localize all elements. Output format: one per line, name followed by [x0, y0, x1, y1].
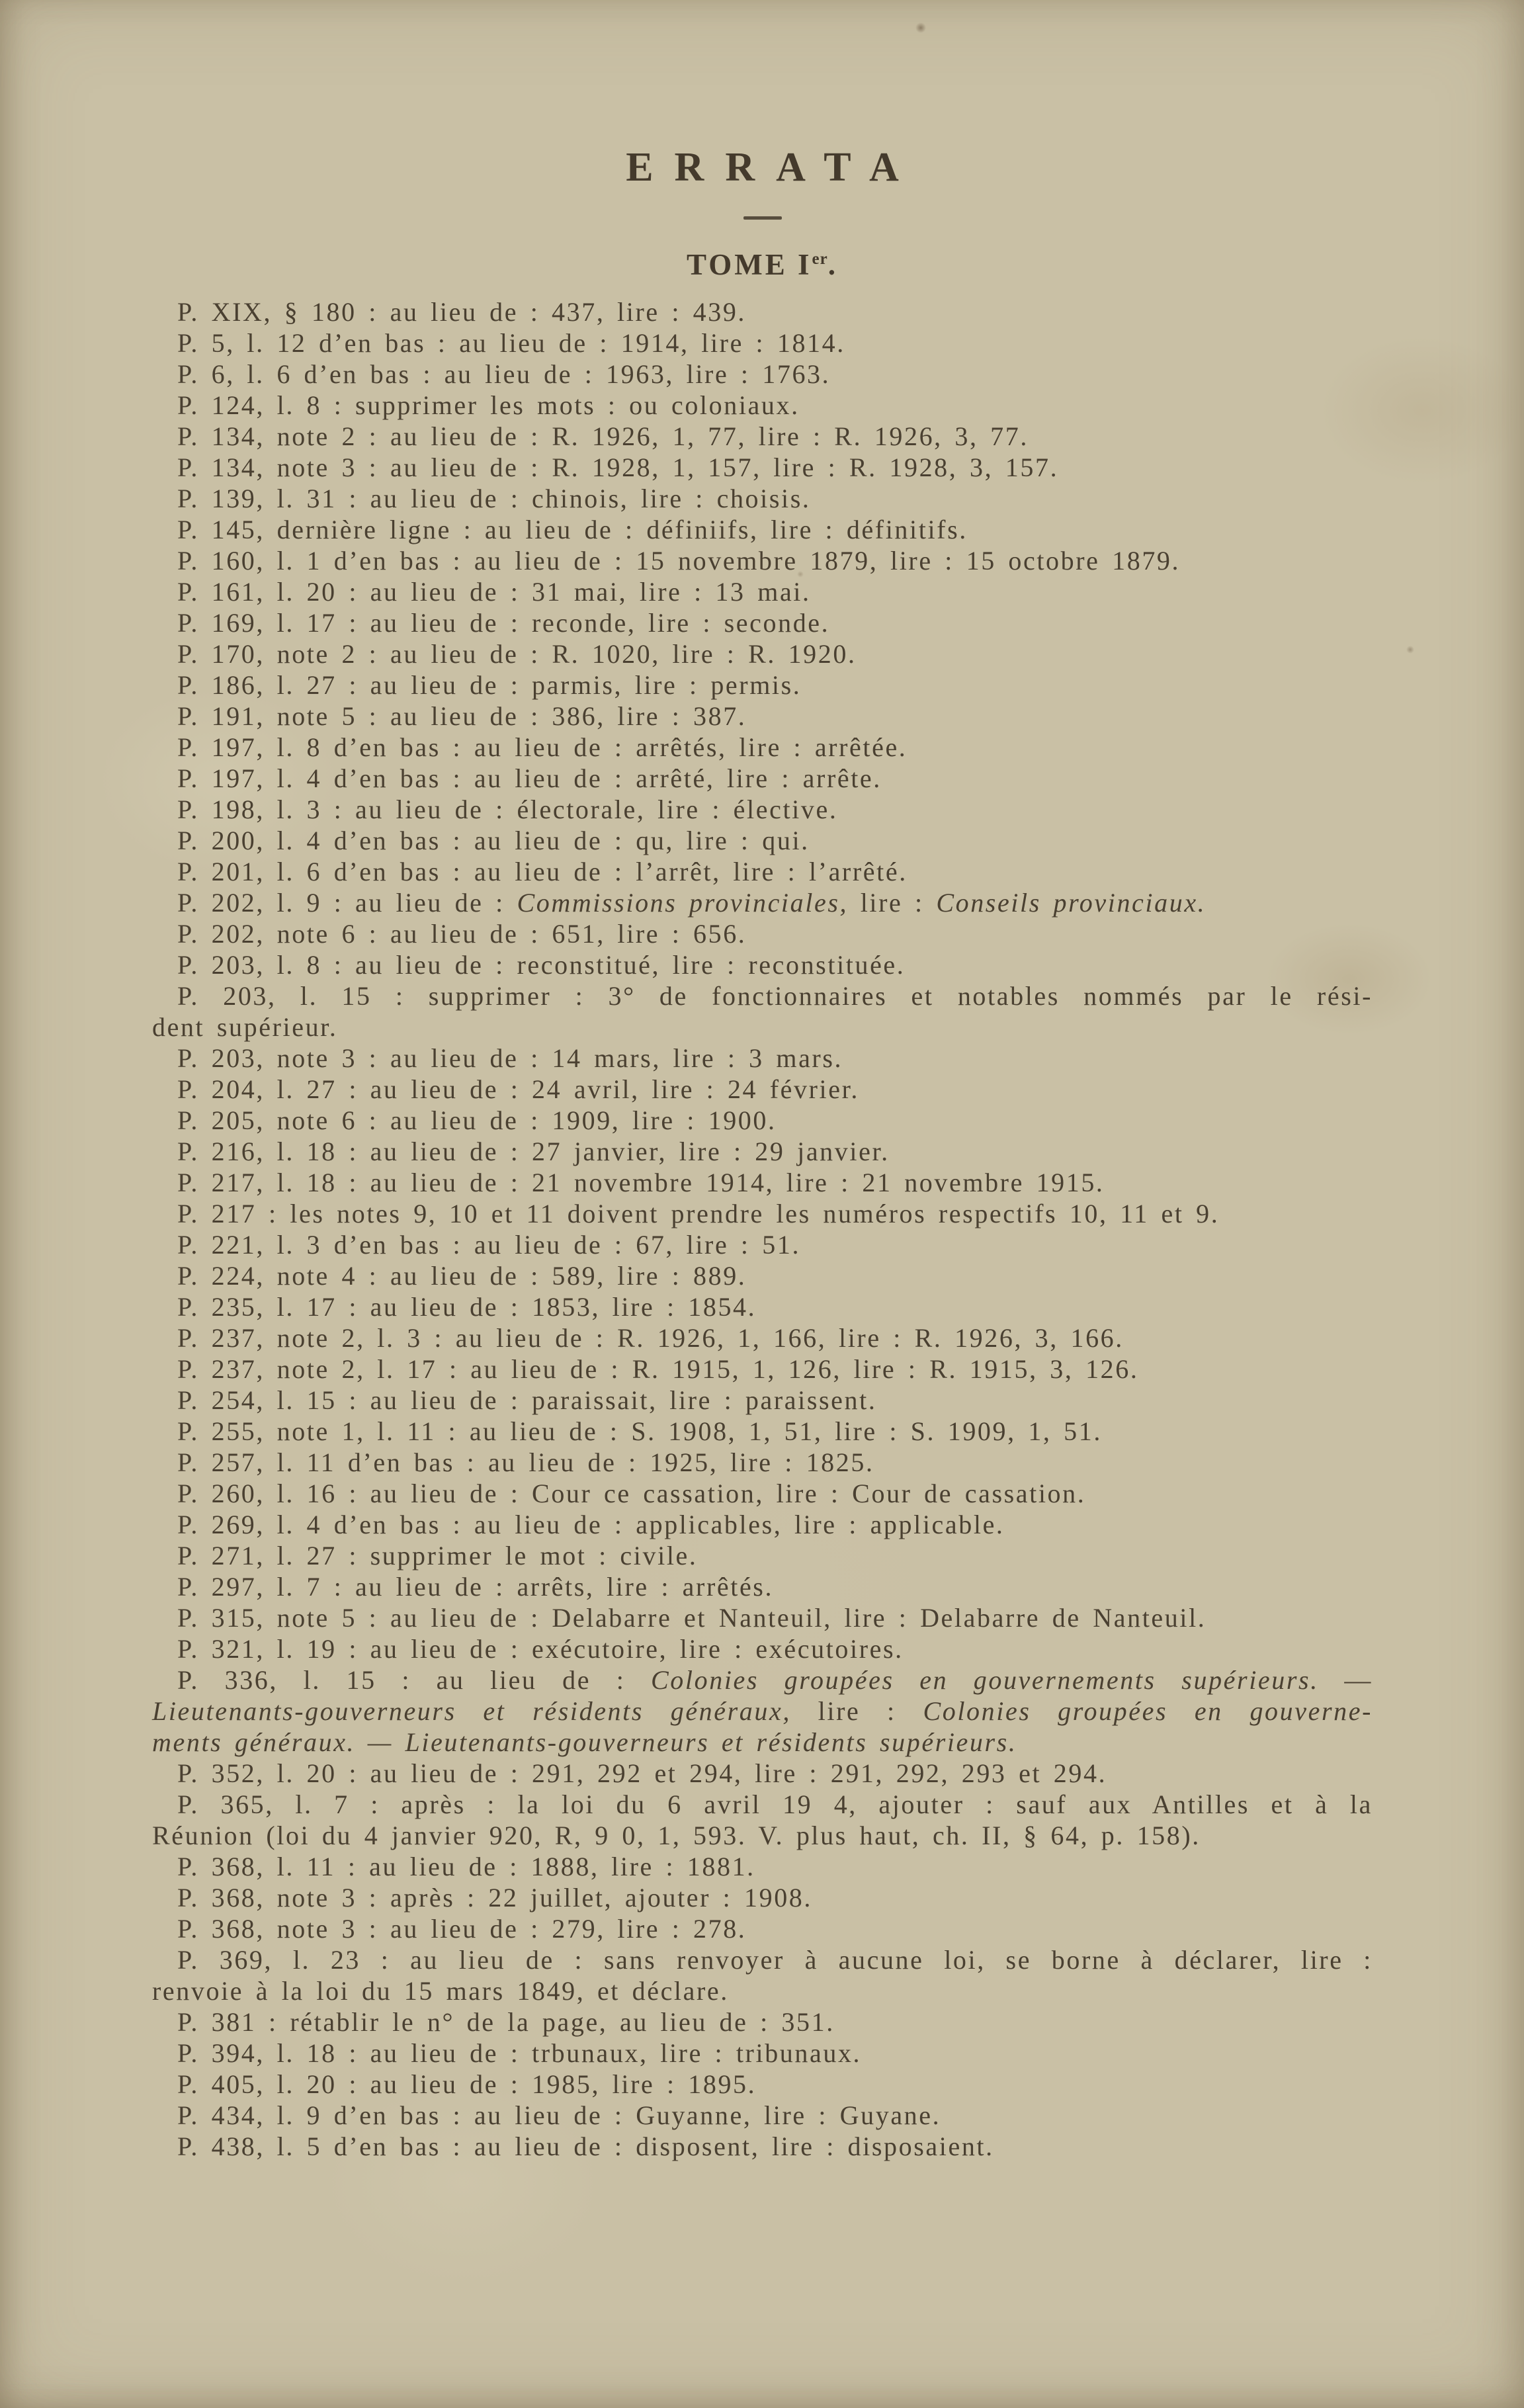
errata-continuation-line	[152, 1820, 1373, 1851]
tome-suffix: .	[827, 248, 838, 281]
errata-entry-line	[152, 1043, 1373, 1074]
errata-text: P. 204, l. 27 : au lieu de : 24 avril, lire : 24 février.	[177, 1074, 859, 1104]
errata-entry-line	[152, 1571, 1373, 1602]
errata-entry-line	[152, 359, 1373, 390]
errata-entry-line	[152, 545, 1373, 576]
errata-text: P. 260, l. 16 : au lieu de : Cour ce cassation, lire : Cour de cassation.	[177, 1479, 1086, 1508]
errata-text: P. 368, note 3 : au lieu de : 279, lire : 278.	[177, 1914, 747, 1944]
errata-text: P. 315, note 5 : au lieu de : Delabarre et Nanteuil, lire : Delabarre de Nanteuil.	[177, 1603, 1206, 1633]
errata-text: P. 434, l. 9 d’en bas : au lieu de : Guyanne, lire : Guyane.	[177, 2100, 941, 2130]
errata-text: P. 145, dernière ligne : au lieu de : définiifs, lire : définitifs.	[177, 515, 968, 544]
tome-superscript: er	[812, 250, 828, 268]
errata-text: P. 191, note 5 : au lieu de : 386, lire : 387.	[177, 701, 747, 731]
errata-text: P. 202, note 6 : au lieu de : 651, lire : 656.	[177, 919, 747, 949]
errata-text: P. 365, l. 7 : après : la loi du 6 avril 19 4, ajouter : sauf aux Antilles et à la	[177, 1789, 1373, 1819]
errata-text: lire :	[848, 888, 937, 918]
errata-text: P. 124, l. 8 : supprimer les mots : ou coloniaux.	[177, 390, 800, 420]
errata-text: P. 352, l. 20 : au lieu de : 291, 292 et 294, lire : 291, 292, 293 et 294.	[177, 1758, 1107, 1788]
errata-entry-line	[152, 1789, 1373, 1820]
errata-entry-line	[152, 327, 1373, 359]
errata-entry-line	[152, 669, 1373, 701]
errata-entry-line	[152, 576, 1373, 607]
errata-entry-line	[152, 1540, 1373, 1571]
errata-text: P. 203, l. 8 : au lieu de : reconstitué, lire : reconstituée.	[177, 950, 906, 980]
errata-entry-line	[152, 918, 1373, 949]
errata-entry-line	[152, 1229, 1373, 1260]
errata-entry-line	[152, 1633, 1373, 1664]
errata-entry-line	[152, 1447, 1373, 1478]
errata-text: dent supérieur.	[152, 1012, 338, 1042]
errata-entry-line	[152, 421, 1373, 452]
errata-text: P. 237, note 2, l. 3 : au lieu de : R. 1926, 1, 166, lire : R. 1926, 3, 166.	[177, 1323, 1124, 1353]
title-rule	[743, 216, 782, 220]
errata-continuation-line	[152, 1727, 1373, 1758]
errata-entry-line	[152, 514, 1373, 545]
errata-continuation-line	[152, 1011, 1373, 1043]
errata-text: P. 202, l. 9 : au lieu de :	[177, 888, 517, 918]
errata-text: P. 200, l. 4 d’en bas : au lieu de : qu, lire : qui.	[177, 826, 810, 855]
errata-entry-line	[152, 825, 1373, 856]
errata-italic-text: Colonies groupées en gouverne-	[923, 1696, 1373, 1726]
errata-text: P. 368, l. 11 : au lieu de : 1888, lire : 1881.	[177, 1852, 755, 1881]
errata-text: P. 139, l. 31 : au lieu de : chinois, lire : choisis.	[177, 484, 811, 513]
errata-text: P. 170, note 2 : au lieu de : R. 1020, lire : R. 1920.	[177, 639, 857, 669]
errata-entry-line	[152, 732, 1373, 763]
errata-text: P. 336, l. 15 : au lieu de :	[177, 1665, 652, 1695]
errata-entry-line	[152, 1354, 1373, 1385]
errata-text: P. 368, note 3 : après : 22 juillet, ajouter : 1908.	[177, 1883, 812, 1913]
errata-text: renvoie à la loi du 15 mars 1849, et déclare.	[152, 1976, 729, 2006]
errata-text: P. 134, note 2 : au lieu de : R. 1926, 1, 77, lire : R. 1926, 3, 77.	[177, 421, 1029, 451]
errata-title: ERRATA	[626, 145, 920, 190]
errata-entry-line	[152, 1416, 1373, 1447]
page-content	[152, 0, 1373, 2162]
errata-entry-line	[152, 1913, 1373, 1944]
errata-text: P. 198, l. 3 : au lieu de : électorale, lire : élective.	[177, 795, 838, 824]
tome-prefix: TOME I	[687, 248, 812, 281]
errata-entry-line	[152, 856, 1373, 887]
errata-entry-line	[152, 1322, 1373, 1354]
errata-entry-line	[152, 1105, 1373, 1136]
errata-entry-line	[152, 1167, 1373, 1198]
errata-entry-line	[152, 887, 1373, 918]
errata-text: P. 160, l. 1 d’en bas : au lieu de : 15 novembre 1879, lire : 15 octobre 1879.	[177, 546, 1181, 576]
errata-entry-line	[152, 701, 1373, 732]
errata-text: P. 235, l. 17 : au lieu de : 1853, lire : 1854.	[177, 1292, 757, 1322]
errata-entry-line	[152, 1074, 1373, 1105]
errata-entry-line	[152, 296, 1373, 327]
errata-text: P. 201, l. 6 d’en bas : au lieu de : l’arrêt, lire : l’arrêté.	[177, 857, 908, 886]
errata-entry-line	[152, 2038, 1373, 2069]
errata-text: lire :	[790, 1696, 923, 1726]
errata-italic-text: Lieutenants-gouverneurs et résidents généraux,	[152, 1696, 791, 1726]
errata-entry-line	[152, 2131, 1373, 2162]
errata-entry-line	[152, 1758, 1373, 1789]
errata-italic-text: Conseils provinciaux.	[936, 888, 1206, 918]
errata-entry-line	[152, 1291, 1373, 1322]
errata-text: P. 205, note 6 : au lieu de : 1909, lire : 1900.	[177, 1105, 777, 1135]
errata-text: P. 394, l. 18 : au lieu de : trbunaux, lire : tribunaux.	[177, 2038, 862, 2068]
errata-text: P. 161, l. 20 : au lieu de : 31 mai, lire : 13 mai.	[177, 577, 811, 607]
errata-entry-line	[152, 483, 1373, 514]
errata-continuation-line	[152, 1975, 1373, 2006]
errata-text: P. 257, l. 11 d’en bas : au lieu de : 1925, lire : 1825.	[177, 1447, 874, 1477]
errata-entry-line	[152, 1602, 1373, 1633]
errata-italic-text: ments généraux. — Lieutenants-gouverneurs et résidents supérieurs.	[152, 1727, 1017, 1757]
errata-entry-line	[152, 763, 1373, 794]
errata-italic-text: Commissions provinciales,	[517, 888, 849, 918]
errata-entry-line	[152, 607, 1373, 638]
errata-text: P. 224, note 4 : au lieu de : 589, lire : 889.	[177, 1261, 747, 1291]
errata-list	[152, 296, 1373, 2162]
errata-entry-line	[152, 1385, 1373, 1416]
errata-text: P. 203, note 3 : au lieu de : 14 mars, lire : 3 mars.	[177, 1043, 843, 1073]
errata-entry-line	[152, 1509, 1373, 1540]
errata-continuation-line	[152, 1696, 1373, 1727]
errata-text: P. 381 : rétablir le n° de la page, au lieu de : 351.	[177, 2007, 835, 2037]
errata-text: P. 237, note 2, l. 17 : au lieu de : R. 1915, 1, 126, lire : R. 1915, 3, 126.	[177, 1354, 1139, 1384]
errata-text: P. 297, l. 7 : au lieu de : arrêts, lire : arrêtés.	[177, 1572, 774, 1602]
errata-entry-line	[152, 1664, 1373, 1696]
errata-entry-line	[152, 638, 1373, 669]
errata-entry-line	[152, 1851, 1373, 1882]
errata-entry-line	[152, 2006, 1373, 2038]
errata-entry-line	[152, 1882, 1373, 1913]
errata-text: P. 438, l. 5 d’en bas : au lieu de : disposent, lire : disposaient.	[177, 2131, 994, 2161]
errata-entry-line	[152, 1136, 1373, 1167]
errata-text: P. 216, l. 18 : au lieu de : 27 janvier, lire : 29 janvier.	[177, 1137, 890, 1166]
errata-text: P. 369, l. 23 : au lieu de : sans renvoyer à aucune loi, se borne à déclarer, lire :	[177, 1945, 1373, 1975]
errata-text: P. 405, l. 20 : au lieu de : 1985, lire : 1895.	[177, 2069, 757, 2099]
errata-entry-line	[152, 390, 1373, 421]
errata-entry-line	[152, 2069, 1373, 2100]
errata-text: P. 197, l. 4 d’en bas : au lieu de : arrêté, lire : arrête.	[177, 763, 882, 793]
errata-text: P. 134, note 3 : au lieu de : R. 1928, 1, 157, lire : R. 1928, 3, 157.	[177, 452, 1059, 482]
errata-text: P. XIX, § 180 : au lieu de : 437, lire : 439.	[177, 297, 747, 327]
errata-entry-line	[152, 2100, 1373, 2131]
errata-text: P. 271, l. 27 : supprimer le mot : civile.	[177, 1541, 698, 1570]
errata-entry-line	[152, 452, 1373, 483]
errata-text: P. 255, note 1, l. 11 : au lieu de : S. 1908, 1, 51, lire : S. 1909, 1, 51.	[177, 1416, 1102, 1446]
errata-italic-text: Colonies groupées en gouvernements supérieurs.	[651, 1665, 1319, 1695]
errata-entry-line	[152, 1944, 1373, 1975]
errata-entry-line	[152, 1198, 1373, 1229]
errata-entry-line	[152, 980, 1373, 1011]
errata-text: P. 321, l. 19 : au lieu de : exécutoire, lire : exécutoires.	[177, 1634, 904, 1664]
errata-text: P. 217, l. 18 : au lieu de : 21 novembre 1914, lire : 21 novembre 1915.	[177, 1168, 1105, 1197]
errata-entry-line	[152, 794, 1373, 825]
errata-entry-line	[152, 1260, 1373, 1291]
errata-text: P. 221, l. 3 d’en bas : au lieu de : 67, lire : 51.	[177, 1230, 801, 1260]
errata-text: P. 203, l. 15 : supprimer : 3° de fonctionnaires et notables nommés par le rési-	[177, 981, 1373, 1011]
errata-text: P. 186, l. 27 : au lieu de : parmis, lire : permis.	[177, 670, 802, 700]
errata-text: P. 6, l. 6 d’en bas : au lieu de : 1963, lire : 1763.	[177, 359, 831, 389]
errata-entry-line	[152, 949, 1373, 980]
errata-text: P. 269, l. 4 d’en bas : au lieu de : applicables, lire : applicable.	[177, 1510, 1005, 1539]
errata-text: P. 197, l. 8 d’en bas : au lieu de : arrêtés, lire : arrêtée.	[177, 732, 908, 762]
errata-text: P. 5, l. 12 d’en bas : au lieu de : 1914, lire : 1814.	[177, 328, 845, 358]
errata-text: —	[1318, 1665, 1373, 1695]
errata-text: P. 217 : les notes 9, 10 et 11 doivent prendre les numéros respectifs 10, 11 et 9.	[177, 1199, 1220, 1228]
errata-text: P. 254, l. 15 : au lieu de : paraissait, lire : paraissent.	[177, 1385, 877, 1415]
tome-heading	[152, 247, 1373, 282]
errata-text: P. 169, l. 17 : au lieu de : reconde, lire : seconde.	[177, 608, 830, 638]
errata-entry-line	[152, 1478, 1373, 1509]
errata-text: Réunion (loi du 4 janvier 920, R, 9 0, 1, 593. V. plus haut, ch. II, § 64, p. 158).	[152, 1821, 1201, 1850]
